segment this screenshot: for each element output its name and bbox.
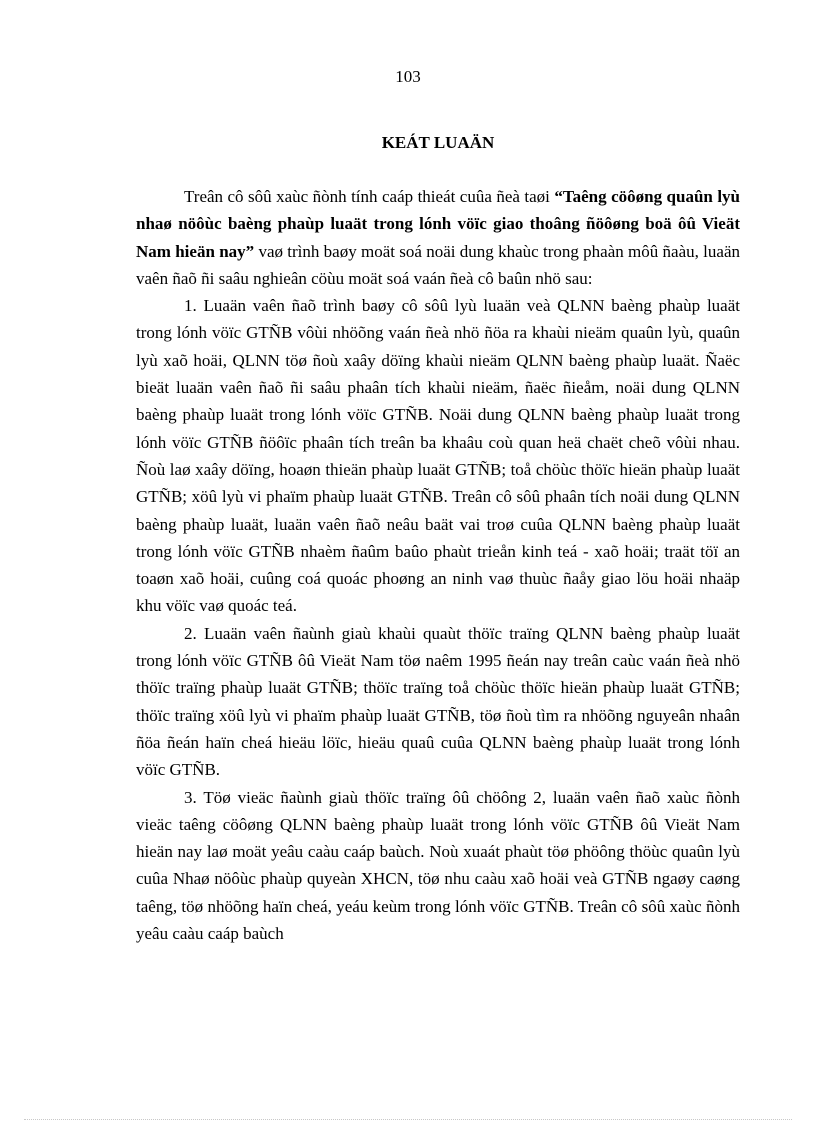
section-title: KEÁT LUAÄN [381, 133, 495, 152]
conclusion-item-3: 3. Töø vieäc ñaùnh giaù thöïc traïng ôû chöông 2, luaän vaên ñaõ xaùc ñònh vieäc taêng cöôøng QLNN baèng phaùp luaät trong lónh vöïc GTÑB ôû Vieät Nam hieän nay laø moät yeâu caàu caáp baùch. Noù xuaát phaùt töø phöông thöùc quaûn lyù cuûa Nhaø nöôùc phaùp quyeàn XHCN, töø nhu caàu xaõ hoäi veà GTÑB ngaøy caøng taêng, töø nhöõng haïn cheá, yeáu keùm trong lónh vöïc GTÑB. Treân cô sôû xaùc ñònh yeâu caàu caáp baùch [136, 787, 740, 944]
document-body [136, 183, 740, 947]
thesis-topic: “Taêng cöôøng quaûn lyù nhaø nöôùc baèng phaùp luaät trong lónh vöïc giao thoâng ñöôøng boä ôû Vieät Nam hieän nay” [136, 187, 740, 261]
page-number: 103 [395, 67, 421, 86]
intro-rest: vaø trình baøy moät soá noäi dung khaùc trong phaàn môû ñaàu, luaän vaên ñaõ ñi saâu nghieân cöùu moät soá vaán ñeà cô baûn nhö sau: [136, 241, 740, 288]
intro-paragraph [136, 183, 740, 292]
page-bottom-rule [24, 1119, 792, 1120]
conclusion-item-2: 2. Luaän vaên ñaùnh giaù khaùi quaùt thöïc traïng QLNN baèng phaùp luaät trong lónh vöïc GTÑB ôû Vieät Nam töø naêm 1995 ñeán nay treân caùc vaán ñeà nhö thöïc traïng phaùp luaät GTÑB; thöïc traïng toå chöùc thöïc hieän phaùp luaät GTÑB; thöïc traïng xöû lyù vi phaïm phaùp luaät GTÑB, töø ñoù tìm ra nhöõng nguyeân nhaân ñöa ñeán haïn cheá hieäu löïc, hieäu quaû cuûa QLNN baèng phaùp luaät trong lónh vöïc GTÑB. [136, 623, 740, 780]
intro-lead: Treân cô sôû xaùc ñònh tính caáp thieát cuûa ñeà taøi [184, 187, 555, 206]
conclusion-item-1: 1. Luaän vaên ñaõ trình baøy cô sôû lyù luaän veà QLNN baèng phaùp luaät trong lónh vöïc GTÑB vôùi nhöõng vaán ñeà nhö ñöa ra khaùi nieäm quaûn lyù, quaûn lyù xaõ hoäi, QLNN töø ñoù xaây döïng khaùi nieäm QLNN baèng phaùp luaät. Ñaëc bieät luaän vaên ñaõ ñi saâu phaân tích khaùi nieäm, ñaëc ñieåm, noäi dung QLNN baèng phaùp luaät trong lónh vöïc GTÑB. Noäi dung QLNN baèng phaùp luaät trong lónh vöïc GTÑB ñöôïc phaân tích treân ba khaâu coù quan heä chaët cheõ vôùi nhau. Ñoù laø xaây döïng, hoaøn thieän phaùp luaät GTÑB; toå chöùc thöïc hieän phaùp luaät GTÑB; xöû lyù vi phaïm phaùp luaät GTÑB. Treân cô sôû phaân tích noäi dung QLNN baèng phaùp luaät, luaän vaên ñaõ neâu baät vai troø cuûa QLNN baèng phaùp luaät trong lónh vöïc GTÑB nhaèm ñaûm baûo phaùt trieån kinh teá - xaõ hoäi; traät töï an toaøn xaõ hoäi, cuûng coá quoác phoøng an ninh vaø thuùc ñaåy giao löu hoäi nhaäp khu vöïc vaø quoác teá. [136, 296, 740, 616]
